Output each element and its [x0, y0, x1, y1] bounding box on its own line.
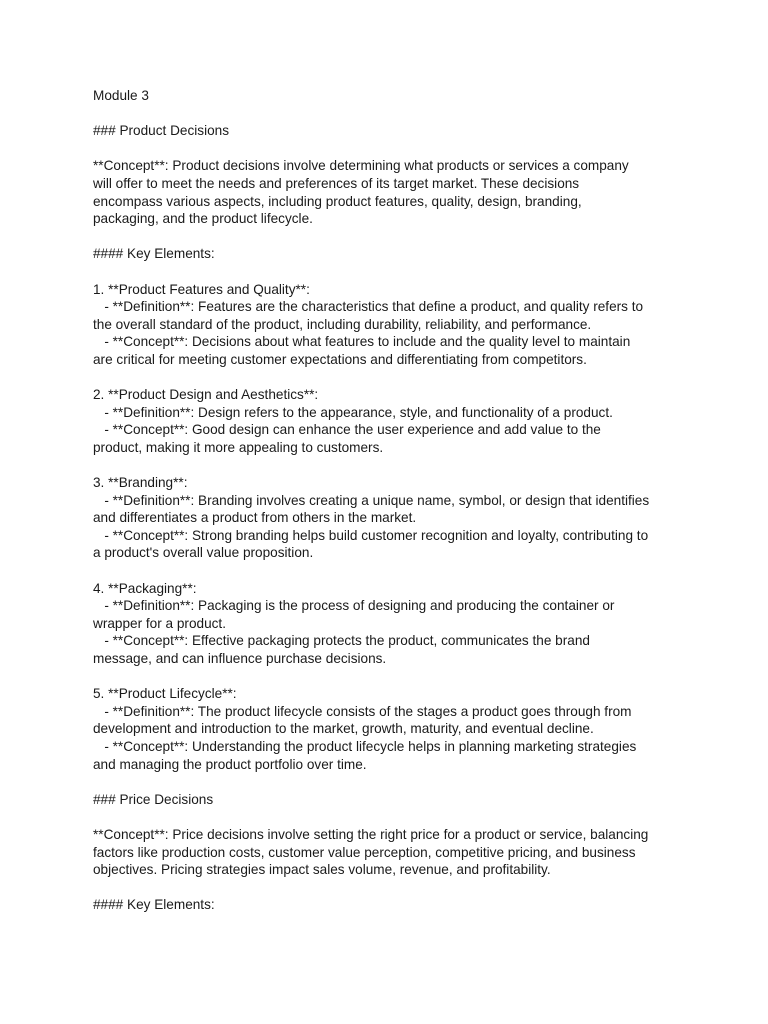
text-line: - **Definition**: Features are the characteristics that define a product, and quality refers to [93, 299, 644, 315]
text-line: objectives. Pricing strategies impact sales volume, revenue, and profitability. [93, 862, 551, 878]
blank-line [93, 369, 693, 387]
text-line: - **Definition**: Packaging is the process of designing and producing the container or [93, 598, 615, 614]
blank-line [93, 879, 693, 897]
text-line: **Concept**: Product decisions involve determining what products or services a company [93, 158, 629, 174]
text-line: Module 3 [93, 88, 149, 103]
text-line: a product's overall value proposition. [93, 545, 314, 561]
text-line: 5. **Product Lifecycle**: [93, 686, 237, 702]
blank-line [93, 808, 693, 826]
text-line: encompass various aspects, including product features, quality, design, branding, [93, 193, 582, 209]
text-line: - **Definition**: Design refers to the appearance, style, and functionality of a product. [93, 404, 613, 420]
text-line: 1. **Product Features and Quality**: [93, 281, 310, 297]
text-line: the overall standard of the product, including durability, reliability, and performance. [93, 316, 592, 332]
text-line: - **Concept**: Effective packaging protects the product, communicates the brand [93, 633, 590, 649]
text-line: product, making it more appealing to customers. [93, 439, 384, 455]
text-line: packaging, and the product lifecycle. [93, 211, 313, 227]
document-page [93, 87, 693, 914]
text-line: - **Definition**: The product lifecycle consists of the stages a product goes through from [93, 703, 632, 719]
blank-line [93, 140, 693, 158]
text-line: message, and can influence purchase decisions. [93, 651, 387, 666]
text-line: - **Definition**: Branding involves creating a unique name, symbol, or design that identifies [93, 492, 650, 508]
text-line: #### Key Elements: [93, 897, 215, 913]
text-line: and differentiates a product from others in the market. [93, 510, 417, 526]
text-line: wrapper for a product. [93, 615, 226, 631]
text-line: - **Concept**: Strong branding helps build customer recognition and loyalty, contributing to [93, 527, 649, 543]
blank-line [93, 773, 693, 791]
text-line: are critical for meeting customer expectations and differentiating from competitors. [93, 351, 587, 367]
text-line: 4. **Packaging**: [93, 580, 197, 596]
blank-line [93, 263, 693, 281]
text-line: ### Product Decisions [93, 123, 230, 139]
text-line: #### Key Elements: [93, 246, 215, 262]
text-line: **Concept**: Price decisions involve setting the right price for a product or service, balancing [93, 826, 649, 842]
text-line: - **Concept**: Good design can enhance the user experience and add value to the [93, 422, 601, 438]
text-line: - **Concept**: Decisions about what features to include and the quality level to maintain [93, 334, 631, 350]
blank-line [93, 562, 693, 580]
text-line: will offer to meet the needs and preferences of its target market. These decisions [93, 175, 580, 191]
text-line: ### Price Decisions [93, 791, 214, 807]
blank-line [93, 228, 693, 246]
text-line: development and introduction to the market, growth, maturity, and eventual decline. [93, 721, 594, 737]
text-line: factors like production costs, customer value perception, competitive pricing, and business [93, 844, 636, 860]
text-line: - **Concept**: Understanding the product lifecycle helps in planning marketing strategies [93, 738, 637, 754]
text-line: 3. **Branding**: [93, 475, 188, 491]
blank-line [93, 668, 693, 686]
blank-line [93, 456, 693, 474]
blank-line [93, 105, 693, 123]
text-line: and managing the product portfolio over time. [93, 756, 367, 772]
text-line: 2. **Product Design and Aesthetics**: [93, 387, 319, 403]
